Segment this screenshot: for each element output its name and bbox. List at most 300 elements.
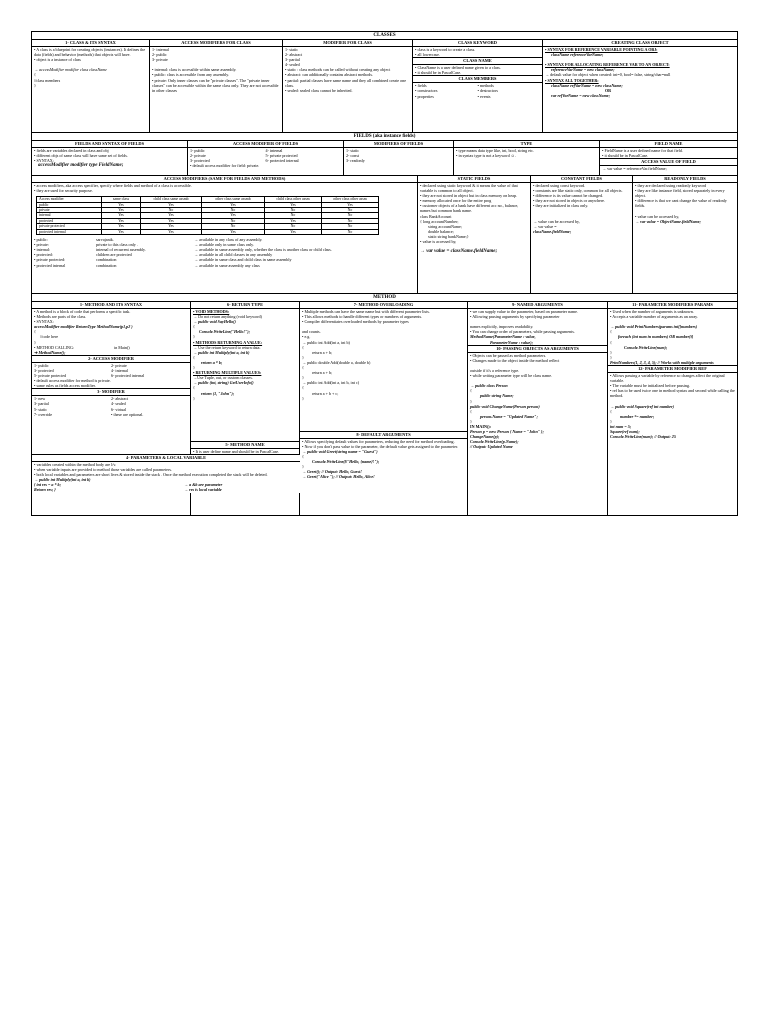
- fields-bar: FIELDS (aka instance fields): [32, 133, 737, 141]
- code-line: {: [302, 365, 304, 371]
- line: • The variable must be initialized before passing.: [610, 383, 691, 389]
- list-item: • destructors: [477, 88, 498, 94]
- fields-modifier-head: MODIFIERS OF FIELDS: [344, 141, 453, 148]
- line: 2- public: [152, 52, 167, 58]
- code-line: }: [302, 354, 304, 360]
- class-members-list: [413, 83, 542, 98]
- method-name-head: 5- METHOD NAME: [191, 441, 299, 449]
- list-item: 1- public: [34, 362, 49, 368]
- class-name-head: CLASS NAME: [413, 57, 542, 65]
- method-syntax-head: 1- METHOD AND ITS SYNTAX: [32, 302, 190, 309]
- def-scope: → available in any class of any assembly.: [194, 237, 263, 243]
- code-line: number *= number;: [620, 413, 655, 419]
- fields-access-list: [188, 148, 343, 163]
- table-cell: No: [202, 208, 265, 213]
- code-line: }: [302, 464, 304, 470]
- constant-fields-col: [531, 176, 633, 293]
- def-scope: → available in all child classes in any assembly: [194, 252, 273, 258]
- def-scope: → available only in same class only.: [194, 242, 254, 248]
- line: 2- abstract: [285, 52, 303, 58]
- cheat-sheet: [31, 31, 738, 516]
- method-access-head: 2- ACCESS MODIFIER: [32, 355, 190, 363]
- class-keyword-text: [413, 47, 542, 57]
- method-overloading-col: [300, 302, 468, 515]
- line: • Accepts a variable number of arguments as an array.: [610, 314, 698, 320]
- code-line: accessModifier modifier type FieldName;: [38, 163, 124, 169]
- list-item: 5- private protected: [265, 153, 298, 159]
- line: • Changes made to the object inside the method reflect: [470, 357, 560, 363]
- method-objects-text: [468, 353, 607, 450]
- list-item: 2- private: [111, 362, 127, 368]
- table-cell: internal: [37, 213, 102, 218]
- static-fields-col: [418, 176, 531, 293]
- classes-bar: CLASSES: [32, 32, 737, 40]
- code-line: {: [34, 329, 36, 335]
- table-cell: No: [322, 213, 379, 218]
- line: • memory allocated once for the entire prog: [420, 198, 492, 204]
- line: • internal: class is accessible within same assembly.: [152, 67, 237, 73]
- code-line: Console.WriteLine("Hello!");: [199, 329, 250, 335]
- method-access-notes: [32, 378, 190, 388]
- list-item: 4- internal: [265, 148, 283, 153]
- table-cell: No: [322, 229, 379, 234]
- code-line: }: [470, 418, 472, 424]
- list-item: 1- new: [34, 396, 46, 402]
- code-line: {: [302, 344, 304, 350]
- line: • different objs of same class will have same set of fields.: [34, 153, 128, 159]
- method-named-text: [468, 309, 607, 345]
- table-cell: No: [202, 218, 265, 223]
- code-line: {: [610, 329, 612, 335]
- classes-section: [31, 31, 738, 133]
- constant-text: [531, 183, 632, 234]
- line: • static : class methods can be called without creating any object: [285, 67, 391, 73]
- table-cell: Yes: [265, 202, 322, 207]
- line: • default access modifier for method is private.: [34, 378, 111, 384]
- class-access-head: ACCESS MODIFIERS FOR CLASS: [150, 40, 282, 47]
- code-line: Person p = new Person { Name = "John" };: [470, 429, 544, 435]
- list-item: • methods: [477, 83, 494, 89]
- line: → default value for object when created: int=0, bool= false, string/char=null: [545, 72, 671, 78]
- line: • it should be in PascalCase.: [415, 70, 462, 76]
- def-desc: combination: [96, 262, 117, 268]
- line: • in syntax type is not a keyword ☺.: [456, 153, 516, 159]
- line: in Main(): [114, 344, 130, 350]
- table-cell: Yes: [102, 229, 141, 234]
- line: 1- internal: [152, 47, 169, 52]
- code-line: class BankAccount: [420, 213, 452, 219]
- code-line: foreach (int num in numbers) OR number[i]: [618, 334, 694, 340]
- line: • abstract: can additionally contains abstract methods.: [285, 72, 373, 78]
- list-item: • these are optional.: [111, 411, 144, 417]
- column-header: child class same assmb: [141, 197, 202, 202]
- line: • they are not stored in object but in class memory on heap.: [420, 193, 518, 199]
- annotation: → res is local variable: [184, 487, 222, 493]
- access-modifiers-col: [32, 176, 418, 293]
- code-line: return a + b;: [312, 349, 333, 355]
- code-line: → Greet(); // Output: Hello, Guest!: [302, 469, 362, 475]
- list-item: • fields: [415, 83, 427, 89]
- code-line: IN MAIN():: [470, 423, 492, 429]
- table-cell: Yes: [141, 224, 202, 229]
- access-definitions: [32, 237, 417, 268]
- fields-name-col: [600, 141, 737, 175]
- line: • they are not stored in objects or anywhere.: [533, 198, 606, 204]
- code-line: }: [193, 334, 195, 340]
- code-line: person.Name = "Updated Name";: [480, 413, 538, 419]
- code-line: { long accountNumber;: [420, 218, 459, 224]
- code-line: {: [610, 408, 612, 414]
- list-item: 3- readonly: [346, 158, 365, 164]
- code-line: → public double Add(double a, double b): [302, 359, 371, 365]
- table-cell: Yes: [102, 224, 141, 229]
- table-cell: Yes: [102, 202, 141, 207]
- fields-syntax-text: [32, 148, 187, 168]
- fields-access-head: ACCESS MODIFIER OF FIELDS: [188, 141, 343, 148]
- line: • You can change order of parameters, while passing arguments.: [470, 329, 575, 335]
- line: • ClassName is a user defined name given to a class.: [415, 65, 501, 71]
- line: }: [34, 82, 36, 88]
- code-line: static string bankName;}: [428, 233, 469, 239]
- code-line: Console.WriteLine($"Hello, {name}!");: [312, 459, 380, 465]
- line: → value can be accessed by,: [533, 218, 580, 224]
- table-cell: No: [322, 208, 379, 213]
- def-desc: children are protected: [96, 252, 132, 258]
- fields-access-value-head: ACCESS VALUE OF FIELD: [600, 158, 737, 166]
- def-term: • protected internal: [34, 262, 66, 268]
- table-cell: Yes: [322, 202, 379, 207]
- column-header: other class same assmb: [202, 197, 265, 202]
- table-row: [37, 229, 379, 234]
- line: • FieldName is a user defined name for that field.: [602, 148, 683, 153]
- line: 1- static: [285, 47, 299, 52]
- code-line: {: [302, 385, 304, 391]
- fields-type-col: [454, 141, 600, 175]
- list-item: • constructors: [415, 88, 438, 94]
- line: • A method is a block of code that performs a specific task.: [34, 309, 131, 314]
- method-access-list: [32, 363, 190, 378]
- code-line: ➔ MethodName();: [34, 349, 66, 355]
- code-line: accessModifier modifier ReturnType MethodName(p1,p2 ): [34, 324, 133, 330]
- table-cell: No: [141, 208, 202, 213]
- table-cell: Yes: [102, 208, 141, 213]
- list-item: 3- protected: [34, 367, 54, 373]
- list-item: 6- virtual: [111, 406, 127, 412]
- class-object-text: [543, 47, 737, 98]
- column-header: child class other assm: [265, 197, 322, 202]
- table-cell: public: [37, 202, 102, 207]
- method-bar: METHOD: [32, 294, 737, 302]
- code-line: → public int Add(int a, int b, int c): [302, 380, 360, 386]
- access-section: [31, 176, 738, 294]
- line: • difference is that we cant change the value of readonly fields.: [635, 198, 727, 209]
- line: • sealed: sealed class cannot be inherited.: [285, 87, 353, 93]
- line: • constants are like static only, common for all objects.: [533, 188, 623, 194]
- def-term: • public:: [34, 237, 48, 243]
- table-cell: Yes: [141, 229, 202, 234]
- list-item: • events: [477, 93, 491, 99]
- line: • type means data type like, int, bool, string etc.: [456, 148, 534, 153]
- code-line: Console.WriteLine(num); // Output: 25: [610, 434, 676, 440]
- line: {: [34, 72, 36, 78]
- fields-section: [31, 133, 738, 176]
- line: • object is a instance of class: [34, 57, 81, 63]
- code-line: string accountName;: [428, 223, 462, 229]
- table-cell: No: [265, 224, 322, 229]
- table-cell: No: [322, 224, 379, 229]
- line: • it should be in PascalCase.: [602, 153, 649, 159]
- fields-name-head: FIELD NAME: [600, 141, 737, 148]
- code-line: }: [302, 395, 304, 401]
- line: • RETURNING MULTIPLE VALUES:: [193, 370, 262, 376]
- line: • Allows passing a variable by reference so changes affect the original variable.: [610, 373, 725, 384]
- def-scope: → available in same assembly only, whether the class is another class or child class.: [194, 247, 332, 253]
- line: • they are like instance field, stored separately in every object.: [635, 188, 725, 199]
- code-line: Return res; }: [34, 487, 56, 493]
- code-line: → public int Multiply(int a, int b): [193, 349, 250, 355]
- table-cell: private: [37, 208, 102, 213]
- readonly-head: READONLY FIELDS: [633, 176, 737, 183]
- table-cell: Yes: [202, 213, 265, 218]
- code-line: }: [610, 354, 612, 360]
- line: • both local variables and parameters are short lives & stored inside the stack . Once the method execution completed the stack will be deleted.: [34, 472, 268, 478]
- line: → var value =: [533, 223, 557, 229]
- list-item: 5- private protected: [34, 373, 67, 379]
- method-name-text: • It is user define name and should be in PascalCase.: [193, 448, 280, 454]
- access-text: [32, 183, 417, 193]
- readonly-text: [633, 183, 737, 224]
- table-cell: No: [202, 224, 265, 229]
- line: → Do not return anything (void keyword): [193, 314, 262, 320]
- class-keyword-head: CLASS KEYWORD: [413, 40, 542, 47]
- line: • when variable inputs are provided to method those variables are called parameters.: [34, 467, 172, 473]
- method-params-head: 11- PARAMETER MODIFIERS PARAMS: [608, 302, 737, 309]
- line: 4- sealed: [285, 62, 300, 68]
- code-line: }: [193, 395, 195, 401]
- line: • access modifiers, aka access specifier, specify where fields and method of a class is accessible.: [34, 183, 192, 188]
- method-return-text: [191, 309, 299, 401]
- line: • Compiler differentiates overloaded methods by parameter types: [302, 319, 409, 325]
- fields-type-text: [454, 148, 599, 158]
- class-syntax-text: [32, 47, 149, 88]
- column-header: other class other assm: [322, 197, 379, 202]
- class-modifier-col: [283, 40, 413, 132]
- def-desc: internal of recurrent assembly.: [96, 247, 146, 253]
- code-line: Square(ref num);: [610, 429, 640, 435]
- table-cell: private protected: [37, 224, 102, 229]
- table-cell: Yes: [265, 229, 322, 234]
- fields-name-text: [600, 148, 737, 158]
- method-overloading-head: 7- METHOD OVERLOADING: [300, 302, 467, 309]
- method-modifier-head: 3- MODIFIER: [32, 388, 190, 396]
- line: → Use the return keyword to return data.: [193, 344, 261, 350]
- column-header: same class: [102, 197, 141, 202]
- code-line: }: [302, 375, 304, 381]
- code-line: double balance;: [428, 228, 454, 234]
- code-line: → public void Greet(string name = "Guest"): [302, 448, 378, 454]
- list-item: • properties: [415, 93, 434, 99]
- code-line: // Output: Updated Name: [470, 444, 513, 450]
- line: • Methods are parts of the class.: [34, 314, 87, 320]
- line: • Objects can be passed as method parameters.: [470, 352, 547, 358]
- method-params-text: [608, 309, 737, 365]
- line: → accessModifier modifier class className: [34, 67, 107, 73]
- table-cell: Yes: [102, 213, 141, 218]
- line: • they are initialized in class only.: [533, 203, 589, 209]
- code-line: int num = 5;: [610, 423, 632, 429]
- list-item: 1- static: [346, 148, 360, 153]
- def-desc: sarvajanik.: [96, 237, 114, 243]
- code-line: → public void SayHello(): [193, 319, 236, 325]
- code-line: return a + b + c;: [312, 390, 339, 396]
- def-desc: private to this class only .: [96, 242, 138, 248]
- code-line: {: [470, 388, 472, 394]
- class-modifier-text: [283, 47, 412, 93]
- line: • private: Only inner classes can be "private classes". The "private inner classes" can be accessible within the same class only. They are not accessible in other classes: [152, 77, 279, 93]
- table-cell: Yes: [202, 229, 265, 234]
- fields-access-col: [188, 141, 344, 175]
- line: • partial: partial classes have same name and they all combined create one class.: [285, 77, 407, 88]
- line: 3- partial: [285, 57, 300, 63]
- constant-head: CONSTANT FIELDS: [531, 176, 632, 183]
- code-line: → public int Add(int a, int b): [302, 339, 350, 345]
- line: • e.g.: [302, 334, 311, 340]
- method-named-head: 9- NAMED ARGUMENTS: [468, 302, 607, 309]
- line: • while writing parameter type will be class name.: [470, 373, 553, 379]
- class-syntax-col: [32, 40, 150, 132]
- method-section: [31, 294, 738, 516]
- code-line: }: [470, 398, 472, 404]
- access-head: ACCESS MODIFIERS (SAME FOR FIELDS AND METHODS): [32, 176, 417, 183]
- line: • declared using static keyword & it means the value of that variable is common to all object.: [420, 183, 518, 194]
- class-syntax-head: 1- CLASS & ITS SYNTAX: [32, 40, 149, 47]
- code-line: {: [610, 339, 612, 345]
- method-params-col: [608, 302, 737, 515]
- class-name-text: [413, 65, 542, 75]
- line: outside if it's a reference type.: [470, 367, 520, 373]
- table-cell: Yes: [102, 218, 141, 223]
- line: • fields are variables declared in class and obj: [34, 148, 109, 153]
- table-cell: Yes: [265, 218, 322, 223]
- list-item: 1- public: [190, 148, 205, 153]
- class-access-col: [150, 40, 283, 132]
- list-item: 4- internal: [111, 367, 128, 373]
- list-item: 3- partial: [34, 401, 49, 407]
- code-line: ParameterName : value);: [490, 339, 533, 345]
- line: • variables created within the method body are l/v.: [34, 462, 117, 467]
- class-object-col: [543, 40, 737, 132]
- class-modifier-head: MODIFIER FOR CLASS: [283, 40, 412, 47]
- table-cell: protected: [37, 218, 102, 223]
- line: • VOID METHODS:: [193, 309, 230, 314]
- params-local-head: 4- PARAMETERS & LOCAL VARIABLE: [32, 455, 300, 462]
- line: and counts.: [302, 329, 321, 335]
- code-line: PrintNumbers(1, 2, 3, 4, 5); // Works with multiple arguments: [610, 359, 714, 365]
- def-term: • internal:: [34, 247, 51, 253]
- line: • all lowercase.: [415, 52, 440, 58]
- line: • SYNTAX ALL TOGETHER:: [545, 77, 599, 83]
- method-named-col: [468, 302, 608, 515]
- def-term: • protected:: [34, 252, 53, 258]
- code-line: }: [610, 418, 612, 424]
- code-line: return a + b;: [312, 370, 333, 376]
- code-line: Console.WriteLine(p.Name);: [470, 439, 519, 445]
- class-keyword-col: [413, 40, 543, 132]
- def-desc: combination: [96, 257, 117, 263]
- code-line: public void ChangeName(Person person): [470, 403, 540, 409]
- code-line: {: [470, 408, 472, 414]
- code-line: MethodName(ParameterName : value,: [470, 334, 536, 340]
- line: • METHOD CALLING:: [34, 344, 75, 350]
- table-cell: Yes: [202, 202, 265, 207]
- code-line: → public (int, string) GetUserInfo(): [193, 380, 254, 386]
- code-line: → public int Multiply(int a, int b): [34, 477, 91, 483]
- method-overloading-text: [300, 309, 467, 401]
- fields-syntax-col: [32, 141, 188, 175]
- fields-modifier-col: [344, 141, 454, 175]
- list-item: 2- abstract: [111, 396, 129, 402]
- line: • value can be accessed by,: [635, 213, 680, 219]
- annotation: → a &b are parameter: [184, 482, 223, 488]
- line: • SYNTAX FOR ALLOCATING REFERENCE VAR TO AN OBJECT:: [545, 62, 670, 68]
- code-line: }: [193, 365, 195, 371]
- list-item: 7- override: [34, 411, 53, 417]
- table-cell: No: [322, 218, 379, 223]
- table-cell: Yes: [141, 213, 202, 218]
- class-object-head: CREATING CLASS OBJECT: [543, 40, 737, 47]
- line: • Now if you don't pass value to the parameter, the default value gets assigned to the parameter.: [302, 443, 459, 449]
- code-line: → Greet("Alice "); // Output: Hello, Alice!: [302, 474, 375, 480]
- line: • we can supply value to the parameter, based on parameter name.: [470, 309, 579, 314]
- line: OR: [605, 87, 612, 93]
- readonly-fields-col: [633, 176, 737, 293]
- list-item: 6- protected internal: [111, 373, 145, 379]
- method-objects-head: 10- PASSING OBJECTS AS ARGUMENTS: [468, 345, 607, 353]
- code-line: }: [610, 349, 612, 355]
- table-cell: protected internal: [37, 229, 102, 234]
- access-table: [36, 196, 379, 235]
- code-line: → var value = referenceVar.fieldName;: [602, 166, 667, 172]
- line: • Multiple methods can have the same name but with different parameter lists.: [302, 309, 430, 314]
- code-line: className referenceVarName;: [551, 52, 604, 58]
- line: • declared using const keyword.: [533, 183, 586, 188]
- line: • difference is its value cannot be changed.: [533, 193, 604, 199]
- class-members-head: CLASS MEMBERS: [413, 75, 542, 83]
- code-line: ChangeName(p);: [470, 434, 500, 440]
- code-line: className refVarName = new className;: [551, 82, 623, 88]
- line: 3- private: [152, 57, 168, 63]
- code-line: return a * b;: [201, 359, 223, 365]
- line: • same rules as fields access modifier.: [34, 383, 96, 389]
- code-line: referenceVarName = new className;: [551, 67, 615, 73]
- code-line: }: [34, 339, 36, 345]
- line: →Use Tuple, out, or custom classes.: [193, 375, 253, 381]
- method-ref-head: 12- PARAMETER MODIFIER REF: [608, 365, 737, 373]
- line: //class members: [34, 77, 61, 83]
- code-line: {: [193, 354, 195, 360]
- table-cell: Yes: [141, 218, 202, 223]
- params-local-text: [32, 462, 300, 493]
- table-cell: No: [265, 213, 322, 218]
- code-line: → public void PrintNumbers(params int[]numbers): [610, 324, 698, 330]
- code-line: className.fieldName;: [533, 228, 572, 234]
- method-syntax-text: [32, 309, 190, 355]
- code-line: //code here: [40, 334, 59, 340]
- fields-type-head: TYPE: [454, 141, 599, 148]
- column-header: Access modifier: [37, 197, 102, 202]
- fields-syntax-head: FIELDS AND SYNTAX OF FIELDS: [32, 141, 187, 148]
- code-line: return (1, "John");: [201, 390, 235, 396]
